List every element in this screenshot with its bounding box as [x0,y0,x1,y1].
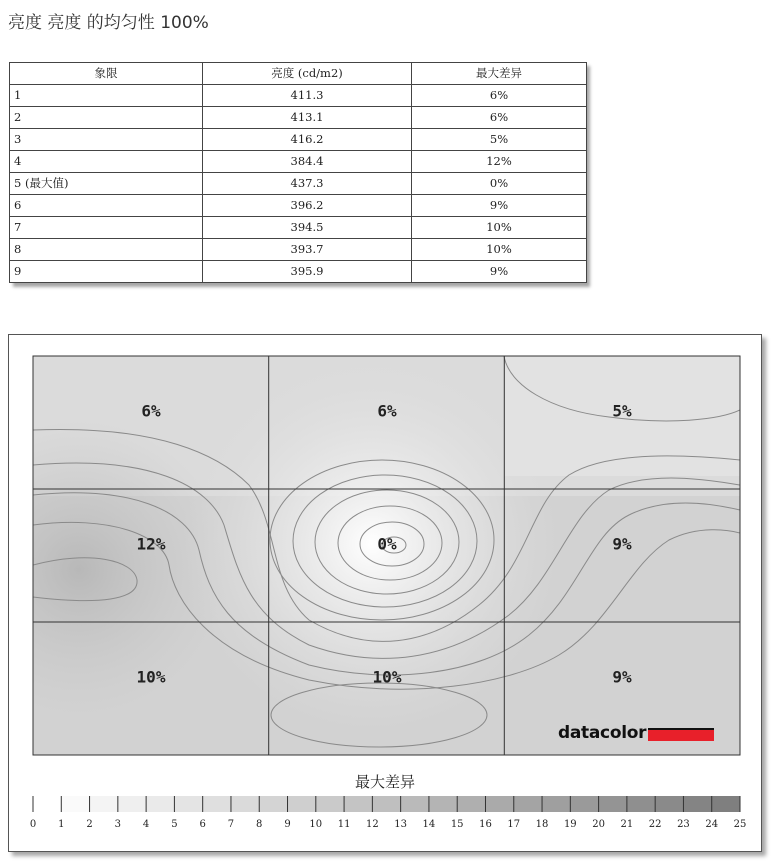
logo-red-bar [648,728,714,741]
scale-tick-label: 2 [86,819,93,830]
cell-luminance: 395.9 [203,261,412,283]
cell-luminance: 393.7 [203,239,412,261]
datacolor-logo [558,723,714,743]
cell-label-9: 9% [612,667,632,687]
cell-luminance: 396.2 [203,195,412,217]
cell-max-diff: 12% [412,151,587,173]
table-row [10,195,587,217]
table-row [10,173,587,195]
cell-luminance: 437.3 [203,173,412,195]
logo-text: datacolor [558,723,647,743]
cell-max-diff: 10% [412,239,587,261]
scale-tick-label: 13 [394,819,407,830]
table-row [10,85,587,107]
scale-tick-label: 10 [309,819,323,830]
cell-max-diff: 9% [412,261,587,283]
cell-quadrant: 4 [10,151,203,173]
scale-swatch [259,796,288,812]
cell-max-diff: 6% [412,107,587,129]
scale-tick-label: 24 [705,819,719,830]
scale-swatch [457,796,486,812]
scale-tick-label: 20 [592,819,605,830]
scale-tick-label: 21 [620,819,634,830]
cell-label-7: 10% [136,667,166,687]
scale-swatch [344,796,373,812]
uniformity-table [9,62,587,283]
scale-swatch [655,796,684,812]
cell-luminance: 411.3 [203,85,412,107]
scale-tick-label: 1 [58,819,65,830]
scale-swatch [146,796,175,812]
cell-quadrant: 1 [10,85,203,107]
uniformity-map-panel [8,334,762,852]
cell-label-1: 6% [141,401,161,421]
cell-label-2: 6% [377,401,397,421]
scale-swatch [231,796,260,812]
scale-tick-label: 19 [563,819,577,830]
cell-max-diff: 9% [412,195,587,217]
cell-luminance: 416.2 [203,129,412,151]
scale-swatch [61,796,90,812]
page-title: 亮度 亮度 的均匀性 100% [8,13,209,33]
uniformity-table-container [9,62,586,283]
cell-label-6: 9% [612,534,632,554]
scale-tick-label: 25 [733,819,747,830]
cell-label-4: 12% [136,534,166,554]
header-quadrant: 象限 [10,63,203,85]
scale-swatch [429,796,458,812]
scale-swatch [203,796,232,812]
scale-tick-label: 11 [337,819,351,830]
scale-swatch [514,796,543,812]
cell-quadrant: 5 (最大值) [10,173,203,195]
table-row [10,217,587,239]
scale-swatch [288,796,317,812]
scale-swatch [712,796,741,812]
scale-tick-label: 4 [142,819,150,830]
cell-label-5: 0% [377,534,397,554]
scale-tick-label: 3 [114,819,122,830]
scale-tick-label: 17 [507,819,521,830]
header-max-diff: 最大差异 [412,63,587,85]
cell-quadrant: 6 [10,195,203,217]
table-row [10,107,587,129]
scale-tick-label: 12 [365,819,379,830]
scale-swatch [401,796,430,812]
scale-tick-label: 6 [199,819,206,830]
scale-tick-label: 9 [284,819,291,830]
scale-swatch [599,796,628,812]
scale-tick-label: 23 [677,819,690,830]
cell-quadrant: 2 [10,107,203,129]
scale-tick-label: 5 [171,819,178,830]
cell-quadrant: 9 [10,261,203,283]
table-header-row [10,63,587,85]
cell-luminance: 384.4 [203,151,412,173]
scale-swatch [118,796,147,812]
scale-swatch [627,796,656,812]
cell-quadrant: 8 [10,239,203,261]
scale-swatch [90,796,119,812]
scale-swatch [33,796,62,812]
header-luminance: 亮度 (cd/m2) [203,63,412,85]
table-row [10,239,587,261]
scale-tick-label: 14 [422,819,436,830]
scale-tick-label: 16 [479,819,492,830]
scale-tick-label: 8 [256,819,263,830]
scale-tick-label: 18 [535,819,549,830]
scale-swatch [683,796,712,812]
scale-tick-label: 22 [648,819,662,830]
cell-luminance: 413.1 [203,107,412,129]
scale-swatch [570,796,599,812]
table-row [10,151,587,173]
cell-luminance: 394.5 [203,217,412,239]
cell-label-8: 10% [372,667,402,687]
cell-max-diff: 0% [412,173,587,195]
cell-max-diff: 10% [412,217,587,239]
color-scale [33,796,741,812]
scale-swatch [372,796,401,812]
cell-max-diff: 6% [412,85,587,107]
scale-swatch [485,796,514,812]
cell-quadrant: 3 [10,129,203,151]
scale-swatch [316,796,345,812]
scale-tick-label: 0 [29,819,37,830]
table-row [10,261,587,283]
cell-max-diff: 5% [412,129,587,151]
scale-title: 最大差异 [354,773,415,791]
scale-swatch [174,796,203,812]
table-row [10,129,587,151]
scale-tick-label: 7 [227,819,235,830]
scale-swatch [542,796,571,812]
cell-quadrant: 7 [10,217,203,239]
cell-label-3: 5% [612,401,632,421]
scale-tick-label: 15 [450,819,464,830]
